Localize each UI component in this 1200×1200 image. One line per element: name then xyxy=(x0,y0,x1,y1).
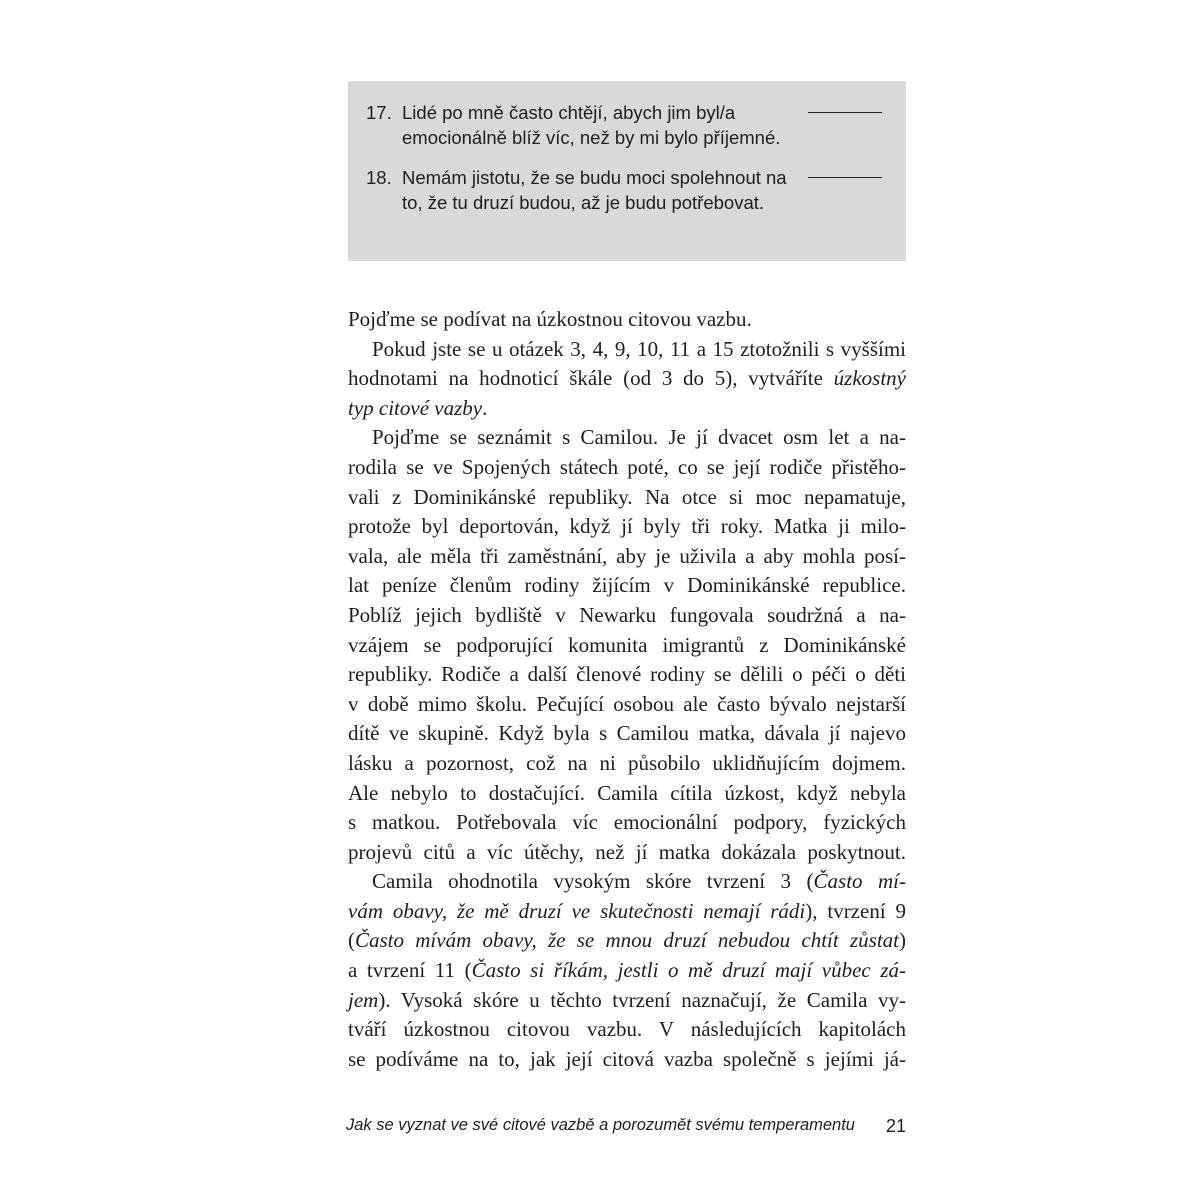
text-segment: lásku a pozornost, což na ni působilo uklidňujícím dojmem. xyxy=(348,750,906,775)
text-line xyxy=(348,897,906,927)
text-segment: ) xyxy=(899,928,906,953)
text-line xyxy=(348,867,906,897)
text-segment: lat peníze členům rodiny žijícím v Dominikánské republice. xyxy=(348,573,906,598)
text-line xyxy=(348,423,906,453)
text-line xyxy=(348,986,906,1016)
italic-text: vám obavy, že mě druzí ve skutečnosti nemají rádi xyxy=(348,898,806,923)
text-line xyxy=(348,660,906,690)
italic-text: Často si říkám, jestli o mě druzí mají vůbec zá- xyxy=(471,958,906,983)
text-line xyxy=(348,542,906,572)
item-number: 17. xyxy=(366,102,392,123)
body-text xyxy=(348,305,906,1074)
text-segment: Pokud jste se u otázek 3, 4, 9, 10, 11 a 15 ztotožnili s vyššími xyxy=(372,336,906,361)
text-line xyxy=(348,749,906,779)
item-number: 18. xyxy=(366,167,392,188)
page-number: 21 xyxy=(885,1116,906,1136)
text-line xyxy=(348,571,906,601)
text-segment: a tvrzení 11 ( xyxy=(348,958,472,983)
text-segment: vala, ale měla tři zaměstnání, aby je uživila a aby mohla posí- xyxy=(348,543,906,568)
item-text: Nemám jistotu, že se budu moci spolehnout na to, že tu druzí budou, až je budu potřebovat. xyxy=(402,167,787,213)
text-segment: vali z Dominikánské republiky. Na otce si moc nepamatuje, xyxy=(348,484,906,509)
text-segment: Pojďme se podívat na úzkostnou citovou vazbu. xyxy=(348,307,752,331)
text-segment: vzájem se podporující komunita imigrantů z Dominikánské xyxy=(348,632,906,657)
running-title: Jak se vyznat ve své citové vazbě a porozumět svému temperamentu xyxy=(346,1116,855,1134)
italic-text: Často mí- xyxy=(813,869,906,894)
italic-text: Často mívám obavy, že se mnou druzí nebudou chtít zůstat xyxy=(355,928,899,953)
text-segment: v době mimo školu. Pečující osobou ale často bývalo nejstarší xyxy=(348,691,906,716)
text-line xyxy=(348,512,906,542)
text-segment: dítě ve skupině. Když byla s Camilou matka, dávala jí najevo xyxy=(348,721,906,746)
text-segment: Camila ohodnotila vysokým skóre tvrzení 3 ( xyxy=(372,869,814,894)
text-line xyxy=(348,335,906,365)
text-segment: hodnotami na hodnoticí škále (od 3 do 5), vytváříte xyxy=(348,366,834,391)
text-segment: protože byl deportován, když jí byly tři roky. Matka ji milo- xyxy=(348,514,906,539)
italic-text: typ citové vazby xyxy=(348,395,483,420)
text-line xyxy=(348,956,906,986)
text-segment: tváří úzkostnou citovou vazbu. V následujících kapitolách xyxy=(348,1017,906,1042)
text-segment: ), tvrzení 9 xyxy=(805,898,907,923)
questionnaire-box xyxy=(348,81,906,261)
text-line xyxy=(348,631,906,661)
answer-blank[interactable] xyxy=(808,112,882,113)
text-segment: Poblíž jejich bydliště v Newarku fungovala soudržná a na- xyxy=(348,602,906,627)
item-text: Lidé po mně často chtějí, abych jim byl/a emocionálně blíž víc, než by mi bylo příjemné. xyxy=(402,102,781,148)
text-segment: projevů citů a víc útěchy, než jí matka dokázala poskytnout. xyxy=(348,839,906,864)
text-segment: rodila se ve Spojených státech poté, co se její rodiče přistěho- xyxy=(348,454,906,479)
text-line xyxy=(348,838,906,868)
text-line xyxy=(348,1045,906,1075)
text-line xyxy=(348,719,906,749)
italic-text: jem xyxy=(348,987,379,1012)
text-segment: ). Vysoká skóre u těchto tvrzení naznačují, že Camila vy- xyxy=(378,987,906,1012)
text-line xyxy=(348,690,906,720)
text-line xyxy=(348,305,906,335)
text-segment: . xyxy=(482,395,488,420)
text-segment: s matkou. Potřebovala víc emocionální podpory, fyzických xyxy=(348,810,906,835)
text-line xyxy=(348,926,906,956)
text-line xyxy=(348,601,906,631)
text-line xyxy=(348,394,906,424)
text-line xyxy=(348,779,906,809)
text-segment: Pojďme se seznámit s Camilou. Je jí dvacet osm let a na- xyxy=(372,425,906,450)
text-segment: ( xyxy=(348,928,355,953)
text-line xyxy=(348,483,906,513)
text-segment: se podíváme na to, jak její citová vazba společně s jejími já- xyxy=(348,1046,906,1071)
text-line xyxy=(348,1015,906,1045)
text-line xyxy=(348,808,906,838)
text-line xyxy=(348,453,906,483)
text-segment: republiky. Rodiče a další členové rodiny se dělili o péči o děti xyxy=(348,662,906,687)
answer-blank[interactable] xyxy=(808,177,882,178)
text-segment: Ale nebylo to dostačující. Camila cítila úzkost, když nebyla xyxy=(348,780,906,805)
italic-text: úzkostný xyxy=(833,366,906,391)
text-line xyxy=(348,364,906,394)
